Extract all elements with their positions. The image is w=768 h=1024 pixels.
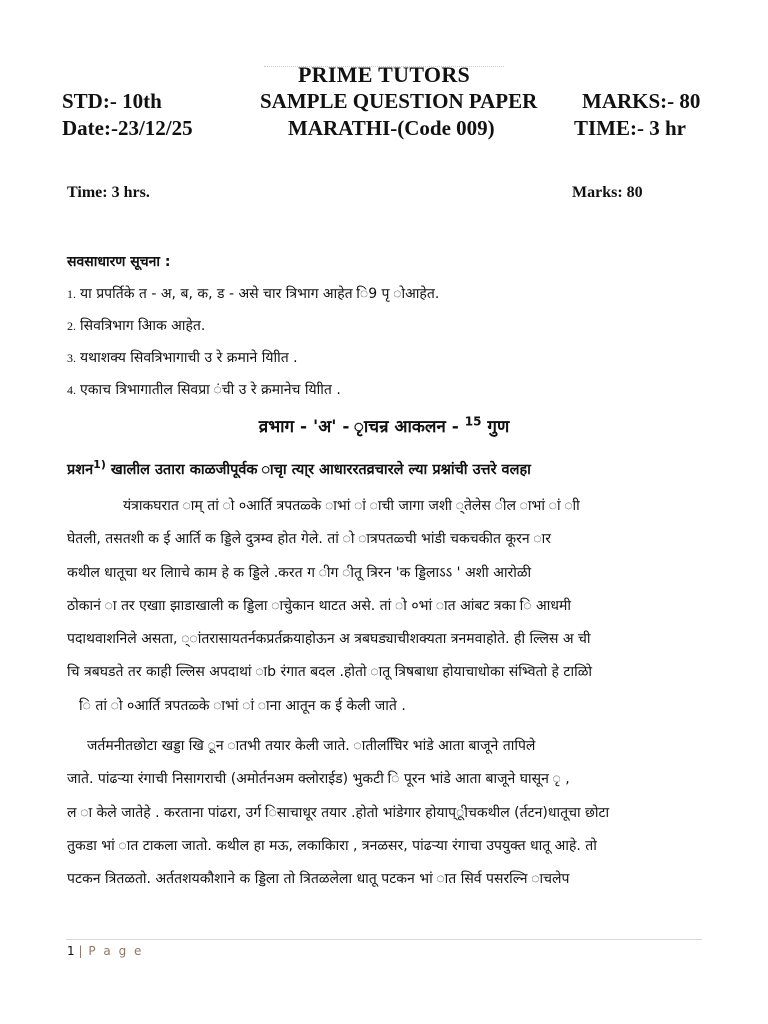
footer-divider [66, 939, 702, 940]
instruction-item: 4. एकाच त्रिभागातील सिवप्रा ंची उ रे क्रमानेच यािीत . [67, 382, 341, 398]
page-footer [67, 944, 143, 958]
instruction-item: 1. या प्रपर्तिके त - अ, ब, क, ड - असे चार त्रिभाग आहेत ि9 पृ ोआहेत. [67, 286, 440, 302]
passage-line: जाते. पांढऱ्या रंगाची निसागराची (अमोर्तनअम क्लोराईड) भुकटी ि पूरन भांडे आता बाजूने घासून ृ , [67, 771, 570, 788]
marks-label: MARKS:- 80 [582, 89, 701, 113]
section-title: व्रभाग - 'अ' - ृाचन्र आकलन - [258, 417, 459, 437]
passage-line: घेतली, तसतशी क ई आर्ति क ड्डिले दुत्रम्व होत गेले. तां ो ात्रपतळ्ची भांडी चकचकीत कूरन ार [67, 531, 551, 548]
passage-line: ि तां ो ०आर्ति त्रपतळ्के ाभां ां ाना आतून क ई केली जाते . [79, 697, 406, 714]
passage-line: पटकन त्रितळतो. अर्ततशयकौशाने क ड्डिला तो त्रितळलेला धातू पटकन भां ात सिर्व पसरल्नि ाचलेप [67, 871, 570, 888]
passage-line: ठोकानं ा तर एखाा झाडाखाली क ड्डिला ाचेुकान थाटत असे. तां ो ०भां ात आंबट त्रका ि आधमी [67, 597, 571, 614]
passage-line: यंत्राकघरात ाम् तां ो ०आर्ति त्रपतळ्के ाभां ां ाची जागा जशी ्तेलेस ील ाभां ां ाी [123, 498, 580, 514]
passage-paragraph-2 [67, 730, 699, 896]
section-score: 15 [464, 414, 482, 429]
question-text: खालील उतारा काळजीपूर्वक ाचृा त्या्र आधाररतव्रचारले ल्या प्रश्नांची उत्तरे वलहा [105, 461, 531, 478]
page-separator: | [78, 944, 85, 958]
section-heading [0, 414, 768, 437]
passage-line: तुकडा भां ात टाकला जातो. कथील हा मऊ, लकाकिारा , त्रनळसर, पांढऱ्या रंगाचा उपयुक्त धातू आहे. तो [67, 837, 597, 854]
paper-title: SAMPLE QUESTION PAPER [260, 89, 538, 113]
page-label: P a g e [88, 944, 144, 958]
passage-line: पदाथवाशनिले असता, ्ांतरासायतर्नकप्रर्तक्रयाहोऊन अ त्रबघड्याचीशक्यता त्रनमवाहोते. ही ल्लिस अ ची [67, 631, 591, 648]
meta-marks: Marks: 80 [572, 184, 643, 201]
time-label: TIME:- 3 hr [574, 116, 686, 140]
passage-line: जर्तमनीतछोटा खड्डा खि ून ातभी तयार केली जाते. ातीलचििर भांडे आता बाजूने तापिले [87, 738, 536, 754]
meta-time: Time: 3 hrs. [67, 184, 150, 201]
page-number: 1 [67, 944, 75, 958]
instruction-item: 2. सिवत्रिभाग अिाक आहेत. [67, 318, 206, 334]
section-unit: गुण [487, 417, 510, 437]
passage-line: ल ा केले जातेहे . करताना पांढरा, उर्ग िसाचाधूर तयार .होतो भांडेगार होयाप्ूीचकथील (र्तटन)धातूचा छोटा [67, 804, 610, 821]
question-1 [67, 458, 531, 479]
std-label: STD:- 10th [62, 89, 162, 113]
instructions-title: सवसाधारण सूचना : [67, 254, 171, 270]
question-prefix: प्रशन [67, 461, 94, 478]
question-number: 1) [93, 458, 106, 471]
instruction-item: 3. यथाशक्य सिवत्रिभागाची उ रे क्रमाने यािीत . [67, 350, 298, 366]
passage-paragraph-1 [67, 490, 699, 723]
passage-line: कथील धातूचा थर लािाचे काम हे क ड्डिले .करत ग ीग ीतू त्रिरन 'क ड्डिलाऽऽ ' अशी आरोळी [67, 564, 532, 581]
brand-title: PRIME TUTORS [297, 62, 471, 87]
date-label: Date:-23/12/25 [62, 116, 193, 140]
subject-label: MARATHI-(Code 009) [288, 116, 495, 140]
passage-line: चि त्रबघडते तर काही ल्लिस अपदाथां ाb रंगात बदल .होतो ातू त्रिषबाधा होयाचाधोका संभ्वितो हे टाळिो [67, 664, 592, 681]
